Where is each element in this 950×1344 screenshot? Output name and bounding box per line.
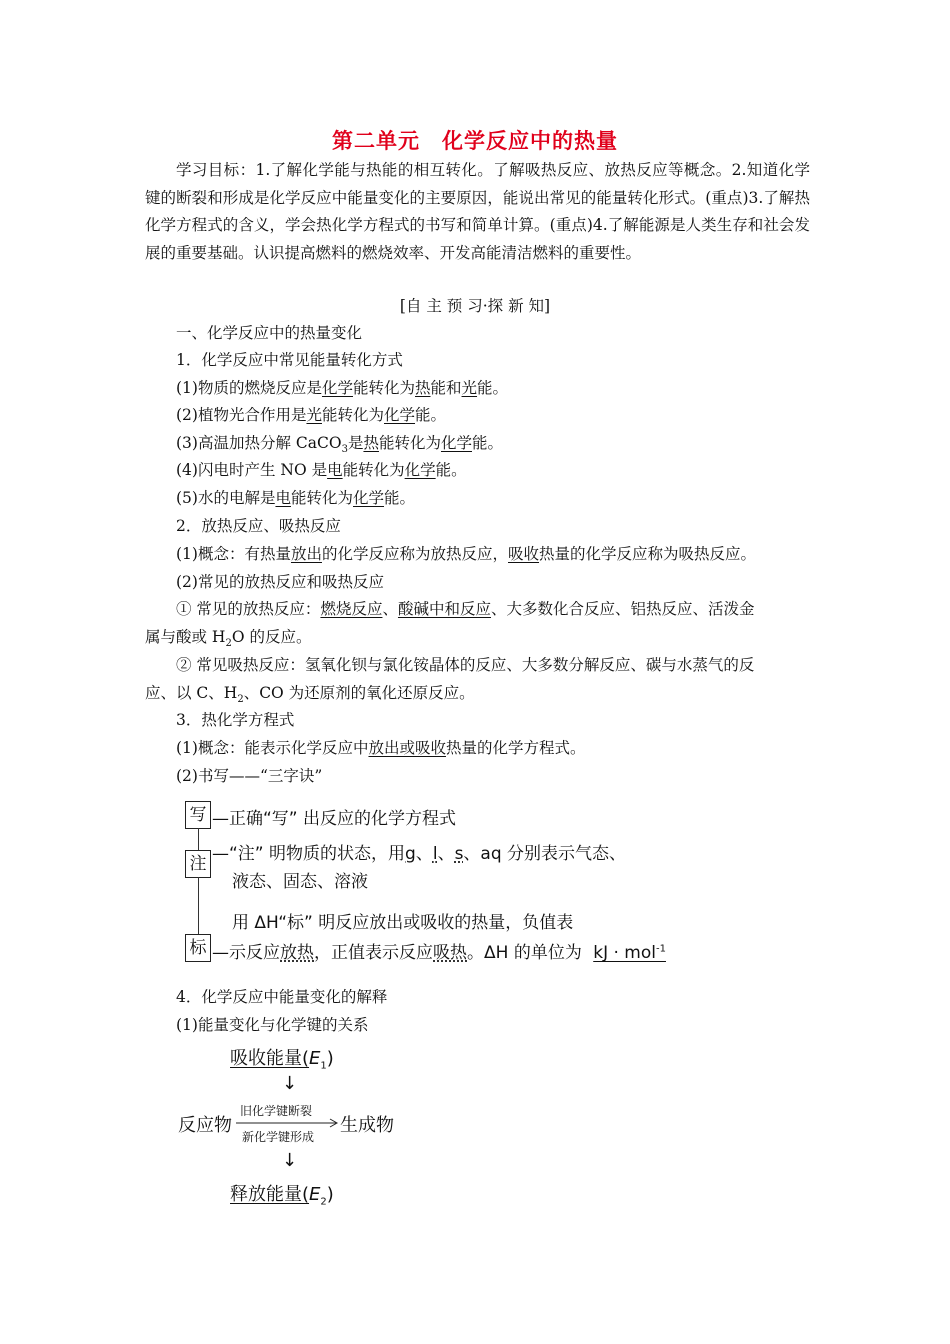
rule-note-text-2: 液态、固态、溶液 — [232, 872, 368, 892]
connector-line-2 — [198, 877, 199, 934]
line-10: (1)概念：能表示化学反应中放出或吸收热量的化学方程式。 — [176, 739, 586, 757]
page-title: 第二单元 化学反应中的热量 — [332, 129, 618, 153]
line-2: (2)植物光合作用是光能转化为化学能。 — [176, 406, 447, 424]
section-banner: [自 主 预 习·探 新 知] — [399, 297, 551, 315]
product-label: 生成物 — [340, 1115, 394, 1136]
line-11: (2)书写——“三字诀” — [176, 767, 323, 785]
rule-mark-text-1: 用 ΔH“标” 明反应放出或吸收的热量，负值表 — [232, 913, 574, 933]
connector-line-1 — [198, 828, 199, 850]
reaction-arrow-icon — [236, 1118, 340, 1128]
down-arrow-icon-2: ↓ — [282, 1150, 298, 1171]
line-3: (3)高温加热分解 CaCO$_3$是热能转化为化学能。 — [176, 434, 504, 456]
line-8b: 属与酸或 $H_2O$ 的反应。 — [145, 628, 312, 650]
line-1: (1)物质的燃烧反应是化学能转化为热能和光能。 — [176, 379, 509, 397]
box-note: 注 — [185, 850, 211, 878]
subheading-3: 3．热化学方程式 — [176, 711, 295, 729]
line-5: (5)水的电解是电能转化为化学能。 — [176, 489, 416, 507]
box-write: 写 — [185, 801, 211, 829]
line-9b: 应、以 C、$H_2$、CO 为还原剂的氧化还原反应。 — [145, 684, 475, 706]
absorb-energy-label: 吸收能量$(E_1)$ — [230, 1048, 334, 1072]
reactant-label: 反应物 — [178, 1115, 232, 1136]
release-energy-label: 释放能量$(E_2)$ — [230, 1184, 334, 1208]
unit-kj-mol: kJ · mol$^{-1}$ — [593, 943, 666, 963]
line-8: ① 常见的放热反应：燃烧反应、酸碱中和反应、大多数化合反应、铝热反应、活泼金 — [176, 600, 755, 618]
bond-forming-label: 新化学键形成 — [242, 1130, 315, 1144]
rule-write-text: —正确“写” 出反应的化学方程式 — [212, 809, 457, 829]
section-heading: 一、化学反应中的热量变化 — [176, 324, 363, 342]
line-12: (1)能量变化与化学键的关系 — [176, 1016, 369, 1034]
subheading-4: 4．化学反应中能量变化的解释 — [176, 988, 388, 1006]
subheading-1: 1．化学反应中常见能量转化方式 — [176, 351, 403, 369]
rule-note-text: —“注” 明物质的状态，用g、l、s、aq 分别表示气态、 — [212, 844, 627, 864]
line-4: (4)闪电时产生 NO 是电能转化为化学能。 — [176, 461, 467, 479]
down-arrow-icon: ↓ — [282, 1073, 298, 1094]
learning-objectives: 学习目标：1.了解化学能与热能的相互转化。了解吸热反应、放热反应等概念。2.知道化学键的断裂和形成是化学反应中能量变化的主要原因，能说出常见的能量转化形式。(重点)3.了解热化学方程式的含义，学会热化学方程式的书写和简单计算。(重点)4.了解能源是人类生存和社会发展的重要基础。认识提高燃料的燃烧效率、开发高能清洁燃料的重要性。 — [145, 161, 810, 262]
subheading-2: 2．放热反应、吸热反应 — [176, 517, 341, 535]
line-9: ② 常见吸热反应：氢氧化钡与氯化铵晶体的反应、大多数分解反应、碳与水蒸气的反 — [176, 656, 755, 674]
bond-breaking-label: 旧化学键断裂 — [240, 1104, 313, 1118]
box-mark: 标 — [185, 934, 211, 962]
line-6: (1)概念：有热量放出的化学反应称为放热反应，吸收热量的化学反应称为吸热反应。 — [176, 545, 757, 563]
rule-mark-text-2: —示反应放热，正值表示反应吸热。ΔH 的单位为 kJ · mol$^{-1}$ — [212, 943, 666, 963]
line-7: (2)常见的放热反应和吸热反应 — [176, 573, 384, 591]
